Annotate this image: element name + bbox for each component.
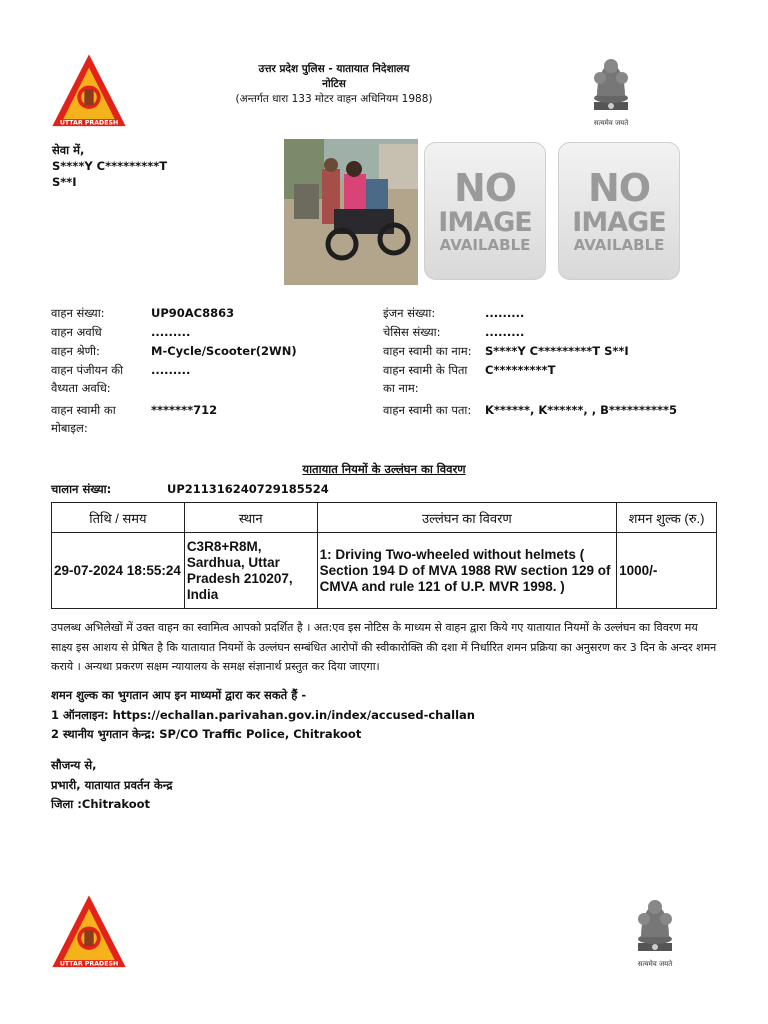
- table-row: [52, 533, 717, 609]
- value-vehicle-category: M-Cycle/Scooter(2WN): [151, 344, 297, 358]
- label-vehicle-number: वाहन संख्या:: [51, 306, 105, 320]
- violation-section-title: यातायात नियमों के उल्लंघन का विवरण: [302, 462, 466, 476]
- header-notice-title: नोटिस: [322, 78, 346, 90]
- table-header-row: [52, 503, 717, 533]
- header-department: उत्तर प्रदेश पुलिस - यातायात निदेशालय: [258, 63, 410, 75]
- header-fee: शमन शुल्क (रु.): [617, 503, 717, 533]
- payment-online: [51, 706, 475, 726]
- addressee-suffix: S**I: [52, 175, 77, 189]
- payment-online-link[interactable]: https://echallan.parivahan.gov.in/index/accused-challan: [112, 707, 475, 722]
- payment-local-label: 2 स्थानीय भुगतान केन्द्र:: [51, 727, 156, 741]
- signature-district: जिला :Chitrakoot: [51, 797, 151, 811]
- label-owner-father: वाहन स्वामी के पिता: [383, 363, 468, 377]
- label-owner-address: वाहन स्वामी का पता:: [383, 403, 472, 417]
- no-image-line3: AVAILABLE: [573, 236, 665, 254]
- no-image-line2: IMAGE: [572, 207, 666, 238]
- traffic-directorate-logo: [50, 52, 128, 130]
- payment-online-label: 1 ऑनलाइन:: [51, 707, 109, 722]
- challan-number: UP211316240729185524: [167, 482, 329, 496]
- label-owner-mobile-2: मोबाइल:: [51, 421, 88, 435]
- value-chassis-number: .........: [485, 325, 525, 339]
- label-owner-father-2: का नाम:: [383, 381, 419, 395]
- label-vehicle-age: वाहन अवधि: [51, 325, 102, 339]
- addressee-name: S****Y C*********T: [52, 159, 168, 173]
- value-owner-father: C*********T: [485, 363, 556, 377]
- emblem-caption: सत्यमेव जयते: [637, 960, 673, 968]
- value-owner-mobile: *******712: [151, 403, 218, 417]
- signature-officer: प्रभारी, यातायात प्रवर्तन केन्द्र: [51, 777, 173, 792]
- payment-local: [51, 725, 475, 745]
- value-registration-validity: .........: [151, 363, 191, 377]
- payment-heading: शमन शुल्क का भुगतान आप इन माध्यमों द्वारा कर सकते हैं -: [51, 688, 307, 702]
- notice-header: [200, 62, 468, 107]
- signature-courtesy: सौजन्य से,: [51, 758, 97, 772]
- challan-label: चालान संख्या:: [51, 482, 112, 496]
- evidence-photo: [284, 139, 418, 285]
- value-vehicle-age: .........: [151, 325, 191, 339]
- header-section-note: (अन्तर्गत धारा 133 मोटर वाहन अधिनियम 1988): [235, 93, 433, 105]
- label-vehicle-category: वाहन श्रेणी:: [51, 344, 100, 358]
- no-image-line1: NO: [453, 166, 517, 210]
- motorcycle-riders-image: [284, 139, 418, 285]
- notice-paragraph: उपलब्ध अभिलेखों में उक्त वाहन का स्वामित्व आपको प्रदर्शित है । अत:एव इस नोटिस के माध्यम से वाहन द्वारा किये गए यातायात नियमों के उल्लंघन का विवरण मय साक्ष्य इस आशय से प्रेषित है कि यातायात नियमों के उल्लंघन सम्बंधित आरोपों की स्वीकारोक्ति की दशा में निर्धारित शमन प्रक्रिया का अनुसरण कर 3 दिन के अन्दर शमन कराये । अन्यथा प्रकरण सक्षम न्यायालय के समक्ष संज्ञानार्थ प्रस्तुत कर दिया जाएगा।: [51, 621, 717, 673]
- no-image-line2: IMAGE: [438, 207, 532, 238]
- no-image-line1: NO: [587, 166, 651, 210]
- violation-table: [51, 502, 717, 609]
- header-place: स्थान: [184, 503, 317, 533]
- header-datetime: तिथि / समय: [52, 503, 185, 533]
- emblem-caption: सत्यमेव जयते: [593, 119, 629, 127]
- label-engine-number: इंजन संख्या:: [383, 306, 436, 320]
- addressee-salutation: सेवा में,: [52, 143, 85, 157]
- value-engine-number: .........: [485, 306, 525, 320]
- label-registration-validity: वाहन पंजीयन की: [51, 363, 124, 377]
- traffic-directorate-logo-footer: [50, 893, 128, 971]
- no-image-line3: AVAILABLE: [439, 236, 531, 254]
- no-image-placeholder-1: [424, 142, 546, 280]
- signature-block: [51, 756, 172, 815]
- cell-place: C3R8+R8M, Sardhua, Uttar Pradesh 210207, India: [184, 533, 317, 609]
- no-image-placeholder-2: [558, 142, 680, 280]
- label-owner-name: वाहन स्वामी का नाम:: [383, 344, 472, 358]
- lion-capital-icon: [632, 893, 678, 959]
- label-owner-mobile: वाहन स्वामी का: [51, 403, 116, 417]
- label-registration-validity-2: वैध्यता अवधि:: [51, 381, 111, 395]
- national-emblem-footer: [625, 893, 685, 969]
- value-owner-address: K******, K******, , B**********5: [485, 403, 678, 417]
- label-chassis-number: चेसिस संख्या:: [383, 325, 441, 339]
- header-violation: उल्लंघन का विवरण: [317, 503, 616, 533]
- lion-capital-icon: [588, 52, 634, 118]
- value-owner-name: S****Y C*********T S**I: [485, 344, 629, 358]
- national-emblem: [581, 52, 641, 128]
- cell-datetime: 29-07-2024 18:55:24: [52, 533, 185, 609]
- value-vehicle-number: UP90AC8863: [151, 306, 235, 320]
- cell-violation: 1: Driving Two-wheeled without helmets ( Section 194 D of MVA 1988 RW section 129 of CMVA and rule 121 of U.P. MVR 1998. ): [317, 533, 616, 609]
- addressee-block: [52, 142, 167, 190]
- payment-block: [51, 686, 475, 745]
- logo-bottom-text: UTTAR PRADESH: [59, 119, 119, 127]
- payment-local-value: SP/CO Traffic Police, Chitrakoot: [159, 727, 362, 741]
- logo-bottom-text: UTTAR PRADESH: [59, 960, 119, 968]
- cell-fee: 1000/-: [617, 533, 717, 609]
